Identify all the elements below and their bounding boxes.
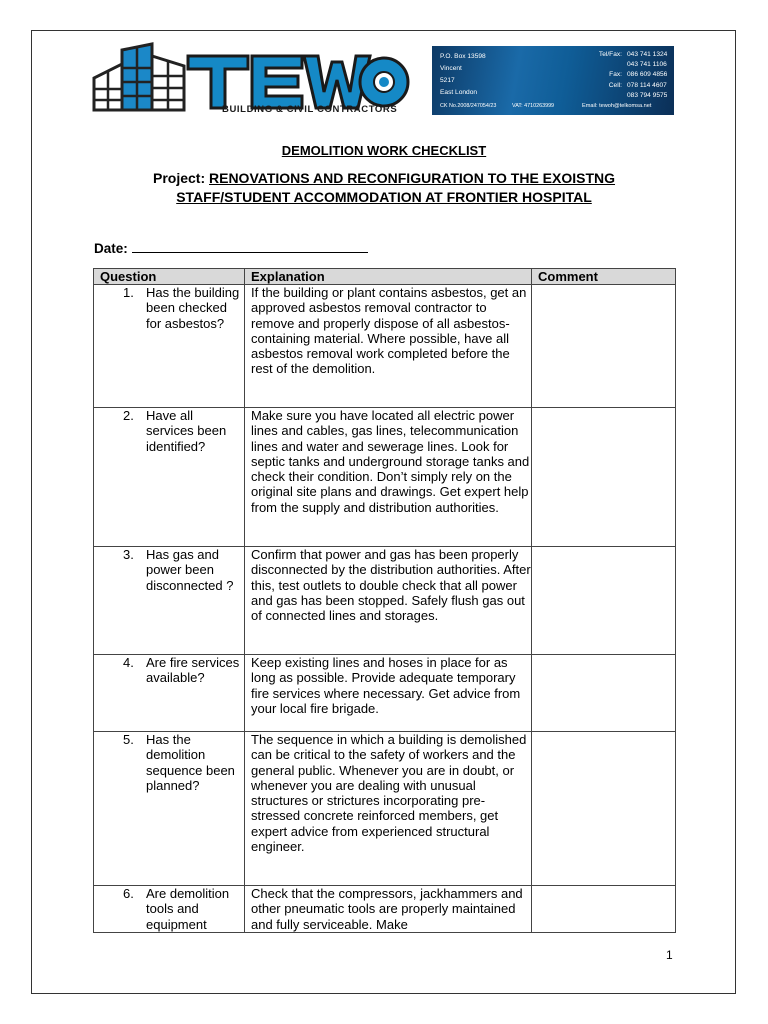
logo-subtitle: BUILDING & CIVIL CONTRACTORS xyxy=(222,104,398,115)
question-text: Are demolition tools and equipment xyxy=(146,886,230,932)
question-text: Has gas and power been disconnected ? xyxy=(146,547,234,593)
explanation-cell: Confirm that power and gas has been properly disconnected by the distribution authorities. After this, test outlets to double check that all power and gas has been stopped. Safely flush gas out of connected lines and storages. xyxy=(245,547,532,655)
question-number: 6. xyxy=(123,886,134,901)
table-row xyxy=(94,655,676,732)
question-number: 2. xyxy=(123,408,134,423)
comment-cell[interactable] xyxy=(532,886,676,933)
table-row xyxy=(94,408,676,547)
question-cell xyxy=(94,285,245,408)
registration-number: CK No.2008/247054/23 xyxy=(440,103,497,109)
question-text: Have all services been identified? xyxy=(146,408,227,454)
project-label: Project: xyxy=(152,170,206,186)
question-cell xyxy=(94,655,245,732)
contact-label: Tel/Fax: xyxy=(598,51,622,58)
document-title: DEMOLITION WORK CHECKLIST xyxy=(281,143,487,158)
question-cell xyxy=(94,547,245,655)
question-number: 1. xyxy=(123,285,134,300)
contact-value: 078 114 4607 xyxy=(627,82,667,89)
question-cell xyxy=(94,732,245,886)
table-row xyxy=(94,732,676,886)
comment-cell[interactable] xyxy=(532,732,676,886)
contact-line: 5217 xyxy=(440,77,455,84)
question-number: 4. xyxy=(123,655,134,670)
contact-line: East London xyxy=(440,89,478,96)
project-heading xyxy=(110,169,658,207)
question-number: 3. xyxy=(123,547,134,562)
date-blank-line xyxy=(132,241,368,253)
explanation-cell: Keep existing lines and hoses in place for as long as possible. Provide adequate temporary fire services where necessary. Get advice from your local fire brigade. xyxy=(245,655,532,732)
question-text: Are fire services available? xyxy=(146,655,240,686)
explanation-cell: The sequence in which a building is demolished can be critical to the safety of workers and the general public. Whenever you are in doubt, or whenever you are dealing with unusual structures or strictures incorporating pre-stressed concrete reinforced members, get expert advice from experienced structural engineer. xyxy=(245,732,532,886)
column-header-explanation: Explanation xyxy=(245,269,532,285)
email-address: Email: tewoh@telkomsa.net xyxy=(582,103,652,109)
date-label: Date: xyxy=(94,241,128,256)
building-logo-icon xyxy=(92,42,410,116)
contact-value: 086 609 4856 xyxy=(627,71,668,78)
contact-label: Fax: xyxy=(609,71,622,78)
table-header-row xyxy=(94,269,676,285)
table-row xyxy=(94,886,676,933)
explanation-cell: Make sure you have located all electric power lines and cables, gas lines, telecommunication lines and water and sewerage lines. Look for septic tanks and underground storage tanks and check their condition. Don’t simply rely on the original site plans and drawings. Get expert help from the supply and distribution authorities. xyxy=(245,408,532,547)
explanation-cell: Check that the compressors, jackhammers and other pneumatic tools are properly maintained and fully serviceable. Make xyxy=(245,886,532,933)
table-row xyxy=(94,547,676,655)
column-header-question: Question xyxy=(94,269,245,285)
comment-cell[interactable] xyxy=(532,285,676,408)
question-number: 5. xyxy=(123,732,134,747)
checklist-table xyxy=(93,268,676,933)
comment-cell[interactable] xyxy=(532,408,676,547)
project-name-line1: RENOVATIONS AND RECONFIGURATION TO THE EXOISTNG xyxy=(209,170,616,186)
table-row xyxy=(94,285,676,408)
company-logo xyxy=(92,42,410,116)
contact-line: P.O. Box 13598 xyxy=(440,53,486,60)
comment-cell[interactable] xyxy=(532,655,676,732)
contact-line: Vincent xyxy=(440,65,462,72)
column-header-comment: Comment xyxy=(532,269,676,285)
contact-label: Cell: xyxy=(608,82,622,89)
contact-value: 043 741 1324 xyxy=(627,51,668,58)
vat-number: VAT: 4710263999 xyxy=(512,103,555,109)
comment-cell[interactable] xyxy=(532,547,676,655)
contact-banner xyxy=(432,46,674,115)
question-text: Has the demolition sequence been planned? xyxy=(146,732,235,793)
page-number: 1 xyxy=(666,948,673,962)
project-name-line2: STAFF/STUDENT ACCOMMODATION AT FRONTIER HOSPITAL xyxy=(176,189,592,205)
question-cell xyxy=(94,886,245,933)
question-text: Has the building been checked for asbestos? xyxy=(146,285,240,331)
date-field xyxy=(94,241,368,256)
explanation-cell: If the building or plant contains asbestos, get an approved asbestos removal contractor to remove and properly dispose of all asbestos-containing material. Where possible, have all asbestos removal work completed before the rest of the demolition. xyxy=(245,285,532,408)
contact-value: 043 741 1106 xyxy=(627,61,667,68)
contact-value: 083 794 9575 xyxy=(627,92,668,99)
question-cell xyxy=(94,408,245,547)
